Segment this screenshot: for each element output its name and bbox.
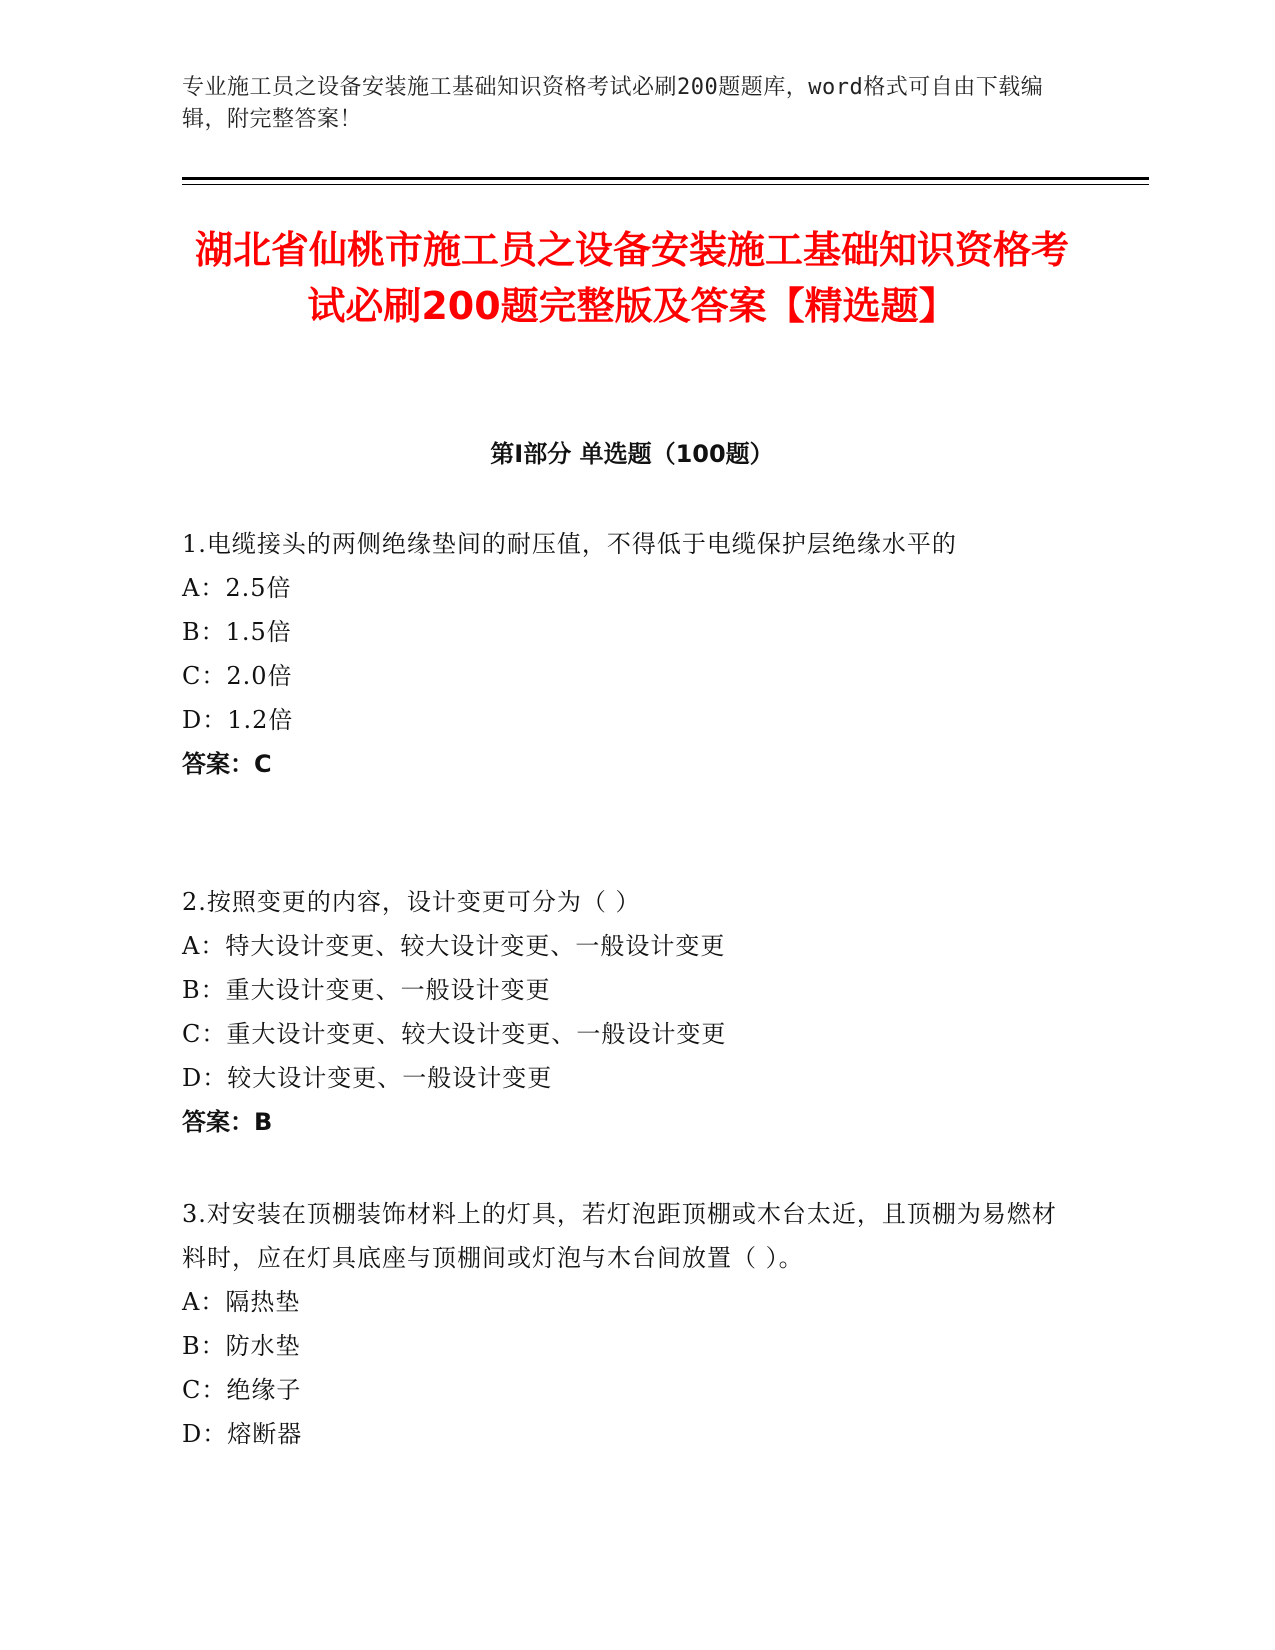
option-a: A：隔热垫	[182, 1288, 301, 1316]
question-2	[182, 880, 1062, 1144]
option-a: A：2.5倍	[182, 574, 292, 602]
section-heading: 第Ⅰ部分 单选题（100题）	[490, 440, 774, 468]
option-d: D：较大设计变更、一般设计变更	[182, 1064, 553, 1092]
option-b: B：1.5倍	[182, 618, 292, 646]
question-1	[182, 522, 1062, 786]
option-d: D：1.2倍	[182, 706, 294, 734]
option-c: C：绝缘子	[182, 1376, 302, 1404]
question-stem: 2.按照变更的内容，设计变更可分为（ ）	[182, 888, 641, 916]
answer-label: 答案：C	[182, 750, 272, 778]
question-stem: 1.电缆接头的两侧绝缘垫间的耐压值，不得低于电缆保护层绝缘水平的	[182, 530, 957, 558]
header-divider-thick	[182, 177, 1149, 180]
header-note: 专业施工员之设备安装施工基础知识资格考试必刷200题题库，word格式可自由下载编辑，附完整答案！	[182, 75, 1044, 132]
header-divider-thin	[182, 184, 1149, 185]
option-b: B：重大设计变更、一般设计变更	[182, 976, 551, 1004]
option-d: D：熔断器	[182, 1420, 303, 1448]
question-3	[182, 1192, 1062, 1456]
answer-label: 答案：B	[182, 1108, 273, 1136]
document-title: 湖北省仙桃市施工员之设备安装施工基础知识资格考试必刷200题完整版及答案【精选题】	[194, 228, 1069, 328]
option-b: B：防水垫	[182, 1332, 301, 1360]
option-a: A：特大设计变更、较大设计变更、一般设计变更	[182, 932, 726, 960]
question-stem: 3.对安装在顶棚装饰材料上的灯具，若灯泡距顶棚或木台太近，且顶棚为易燃材料时，应在灯具底座与顶棚间或灯泡与木台间放置（ ）。	[182, 1200, 1057, 1272]
option-c: C：2.0倍	[182, 662, 293, 690]
option-c: C：重大设计变更、较大设计变更、一般设计变更	[182, 1020, 727, 1048]
